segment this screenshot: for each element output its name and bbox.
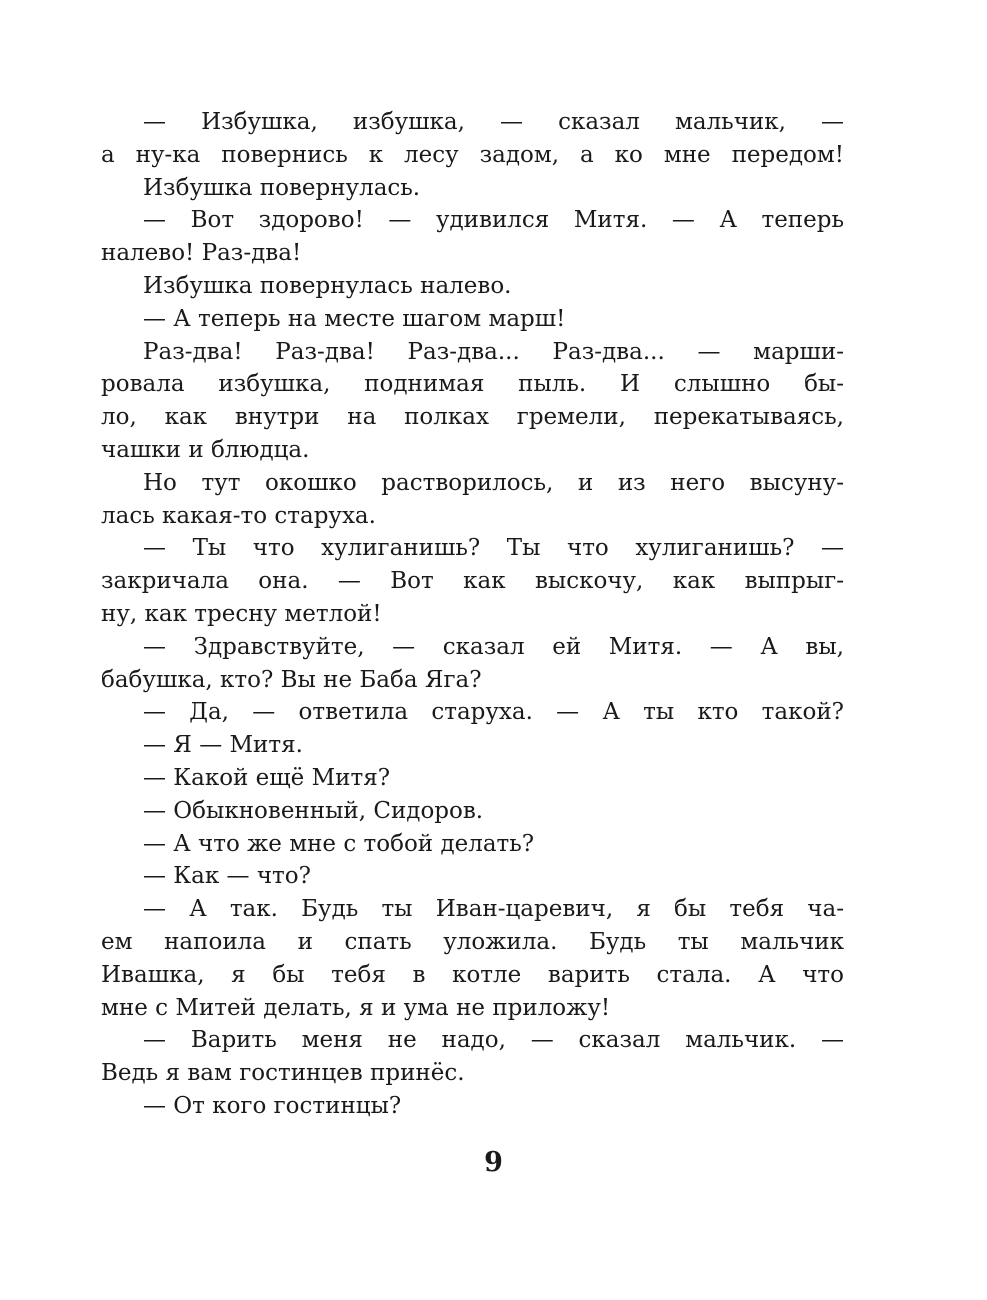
- text-line: Ведь я вам гостинцев принёс.: [101, 1060, 465, 1087]
- text-line: ло, как внутри на полках гремели, перекатываясь,: [101, 404, 844, 431]
- text-line: — А теперь на месте шагом марш!: [143, 305, 566, 332]
- text-line: — Как — что?: [143, 863, 311, 890]
- text-line: — Избушка, избушка, — сказал мальчик, —: [143, 109, 844, 135]
- text-line: Избушка повернулась.: [143, 174, 421, 201]
- text-line: а ну-ка повернись к лесу задом, а ко мне передом!: [101, 141, 844, 168]
- text-line: — От кого гостинцы?: [143, 1092, 402, 1119]
- text-line: — Ты что хулиганишь? Ты что хулиганишь? —: [143, 535, 844, 562]
- text-line: закричала она. — Вот как выскочу, как выпрыг-: [101, 568, 844, 595]
- text-line: ровала избушка, поднимая пыль. И слышно бы-: [101, 371, 844, 398]
- text-line: — А так. Будь ты Иван-царевич, я бы тебя ча-: [143, 896, 844, 923]
- text-line: Избушка повернулась налево.: [143, 272, 512, 299]
- text-line: чашки и блюдца.: [101, 436, 310, 463]
- text-line: бабушка, кто? Вы не Баба Яга?: [101, 666, 482, 693]
- text-line: мне с Митей делать, я и ума не приложу!: [101, 994, 611, 1021]
- page-number: 9: [484, 1147, 503, 1178]
- text-line: — Да, — ответила старуха. — А ты кто такой?: [143, 699, 844, 726]
- text-line: — Обыкновенный, Сидоров.: [143, 797, 484, 824]
- text-line: — Я — Митя.: [143, 732, 303, 759]
- text-line: — А что же мне с тобой делать?: [143, 830, 535, 857]
- text-line: ем напоила и спать уложила. Будь ты мальчик: [101, 928, 844, 955]
- text-line: Раз-два! Раз-два! Раз-два... Раз-два... — марши-: [143, 338, 844, 365]
- text-line: налево! Раз-два!: [101, 240, 302, 267]
- text-line: — Вот здорово! — удивился Митя. — А теперь: [143, 207, 844, 234]
- text-line: Но тут окошко растворилось, и из него высуну-: [143, 469, 844, 496]
- text-line: Ивашка, я бы тебя в котле варить стала. А что: [101, 961, 844, 988]
- text-line: ну, как тресну метлой!: [101, 600, 382, 627]
- text-line: — Варить меня не надо, — сказал мальчик. —: [143, 1027, 844, 1054]
- text-line: — Какой ещё Митя?: [143, 764, 391, 791]
- text-line: — Здравствуйте, — сказал ей Митя. — А вы,: [143, 633, 844, 660]
- text-line: лась какая-то старуха.: [101, 502, 376, 529]
- body-text: [101, 106, 844, 1123]
